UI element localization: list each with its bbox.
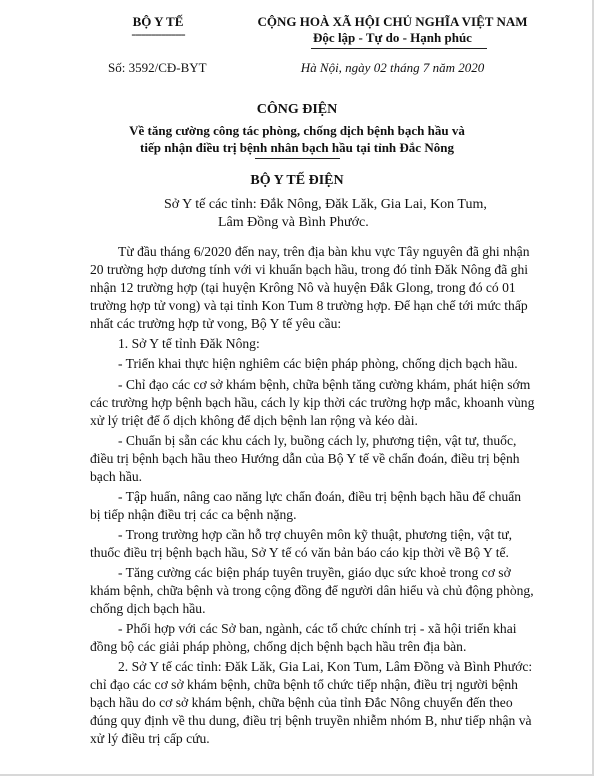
body-line: các trường hợp bệnh bạch hầu, cách ly kịp thời các trường hợp mắc, khoanh vùng <box>90 395 535 410</box>
body-line: bị tiếp nhận điều trị các ca bệnh nặng. <box>90 507 297 522</box>
body-line: - Tập huấn, nâng cao năng lực chẩn đoán, điều trị bệnh bạch hầu để chuẩn <box>118 489 522 504</box>
document-number: Số: 3592/CĐ-BYT <box>108 60 207 75</box>
recipients-line-2: Lâm Đồng và Bình Phước. <box>218 215 369 230</box>
agency-rule: ---------------- <box>131 26 185 41</box>
document-type: CÔNG ĐIỆN <box>256 102 338 117</box>
body-line: - Tăng cường các biện pháp tuyên truyền, giáo dục sức khoẻ trong cơ sở <box>118 565 511 580</box>
body-line: nhận 12 trường hợp (tại huyện Krông Nô và huyện Đắk Glong, trong đó có 01 <box>90 280 516 295</box>
agency-name: BỘ Y TẾ <box>132 14 184 29</box>
subject-line-1: Về tăng cường công tác phòng, chống dịch bệnh bạch hầu và <box>129 123 465 138</box>
body-line: trường hợp tử vong) và tại tỉnh Kon Tum 8 trường hợp. Để hạn chế tới mức thấp <box>90 298 528 313</box>
body-line: thuốc điều trị bệnh bạch hầu, Sở Y tế có văn bản báo cáo kịp thời về Bộ Y tế. <box>90 545 509 560</box>
body-line: bạch hầu do cơ sở khám bệnh, chữa bệnh của tỉnh Đắc Nông chuyển đến theo <box>90 695 513 710</box>
section-2-heading: 2. Sở Y tế các tỉnh: Đăk Lăk, Gia Lai, Kon Tum, Lâm Đồng và Bình Phước: <box>118 659 533 674</box>
body-line: xử lý triệt để ổ dịch không để dịch bệnh lan rộng và kéo dài. <box>90 413 418 428</box>
body-line: khám bệnh, chữa bệnh và trong cộng đồng để người dân hiểu và chủ động phòng, <box>90 583 534 598</box>
body-line: nhất các trường hợp tử vong, Bộ Y tế yêu cầu: <box>90 316 342 331</box>
subject-line-2: tiếp nhận điều trị bệnh nhân bạch hầu tại tỉnh Đắc Nông <box>140 140 454 155</box>
section-1-heading: 1. Sở Y tế tỉnh Đăk Nông: <box>118 336 260 351</box>
body-line: chống dịch bạch hầu. <box>90 601 206 616</box>
motto-underline <box>311 48 487 49</box>
body-line: - Chỉ đạo các cơ sở khám bệnh, chữa bệnh tăng cường khám, phát hiện sớm <box>118 377 531 392</box>
place-date: Hà Nội, ngày 02 tháng 7 năm 2020 <box>300 60 485 75</box>
body-line: - Trong trường hợp cần hỗ trợ chuyên môn kỹ thuật, phương tiện, vật tư, <box>118 527 513 542</box>
body-line: - Chuẩn bị sẵn các khu cách ly, buồng cách ly, phương tiện, vật tư, thuốc, <box>118 433 517 448</box>
country-name: CỘNG HOÀ XÃ HỘI CHỦ NGHĨA VIỆT NAM <box>257 14 528 29</box>
recipients-line-1: Sở Y tế các tỉnh: Đắk Nông, Đăk Lăk, Gia Lai, Kon Tum, <box>164 197 487 212</box>
body-line: đúng quy định về thu dung, điều trị bệnh truyền nhiễm nhóm B, như tiếp nhận và <box>90 713 532 728</box>
body-line: - Phối hợp với các Sở ban, ngành, các tổ chức chính trị - xã hội triển khai <box>118 621 517 636</box>
sender-heading: BỘ Y TẾ ĐIỆN <box>250 173 344 188</box>
body-line: xử lý điều trị cấp cứu. <box>90 731 210 746</box>
body-line: đồng bộ các giải pháp phòng, chống dịch bệnh bạch hầu trên địa bàn. <box>90 639 467 654</box>
body-line: chỉ đạo các cơ sở khám bệnh, chữa bệnh tổ chức tiếp nhận, điều trị người bệnh <box>90 677 518 692</box>
body-line: 20 trường hợp dương tính với vi khuẩn bạch hầu, trong đó tỉnh Đăk Nông đã ghi <box>90 262 529 277</box>
body-line: - Triển khai thực hiện nghiêm các biện pháp phòng, chống dịch bạch hầu. <box>118 356 518 371</box>
body-line: Từ đầu tháng 6/2020 đến nay, trên địa bàn khu vực Tây nguyên đã ghi nhận <box>118 244 530 259</box>
national-motto: Độc lập - Tự do - Hạnh phúc <box>313 30 472 45</box>
subject-underline <box>255 158 340 159</box>
body-line: điều trị bệnh bạch hầu theo Hướng dẫn của Bộ Y tế về chẩn đoán, điều trị bệnh <box>90 451 520 466</box>
body-line: bạch hầu. <box>90 469 143 484</box>
